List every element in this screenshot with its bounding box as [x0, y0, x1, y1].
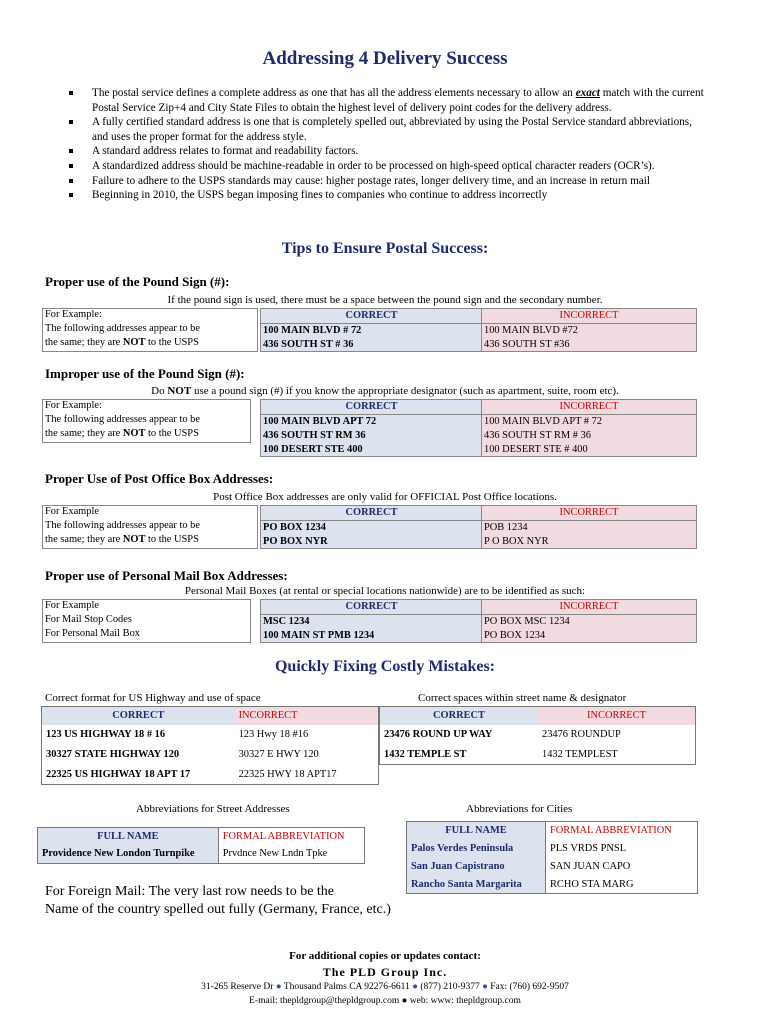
foreign-mail-line: For Foreign Mail: The very last row needs to be the: [45, 884, 335, 899]
incorrect-header: INCORRECT: [559, 507, 619, 518]
pmb-table: [42, 599, 697, 643]
footer-address: 31-265 Reserve Dr: [201, 982, 274, 992]
incorrect-column: [481, 599, 697, 643]
incorrect-column: [481, 308, 697, 352]
highway-table: [41, 706, 379, 785]
bullet-text: match with the current Postal Service Zip+4 and City State Files to obtain the highest level of delivery point codes for the delivery address.: [92, 87, 704, 114]
correct-value: 436 SOUTH ST # 36: [263, 339, 354, 350]
po-box-table: [42, 505, 697, 549]
incorrect-value: POB 1234: [482, 520, 696, 535]
footer-company: The PLD Group Inc.: [322, 965, 448, 979]
incorrect-header: INCORRECT: [559, 601, 619, 612]
pmb-note: Personal Mail Boxes (at rental or special locations nationwide) are to be identified as such:: [184, 585, 586, 597]
example-text: [45, 533, 257, 547]
dot-separator-icon: ●: [482, 982, 488, 992]
foreign-mail-line: Name of the country spelled out fully (Germany, France, etc.): [45, 902, 391, 917]
footer-phone: (877) 210-9377: [420, 982, 480, 992]
bullet-item: A standard address relates to format and readability factors.: [66, 144, 706, 159]
pound-proper-heading: Proper use of the Pound Sign (#):: [45, 274, 230, 289]
correct-header: CORRECT: [345, 401, 398, 412]
example-text: [45, 427, 257, 441]
example-text-part: to the USPS: [145, 428, 199, 439]
not-emphasis: NOT: [122, 534, 146, 545]
full-name-value: San Juan Capistrano: [407, 858, 546, 876]
table-row: [380, 745, 696, 765]
bullet-item: Beginning in 2010, the USPS began imposing fines to companies who continue to address incorrectly: [66, 188, 706, 203]
dot-separator-icon: ●: [401, 996, 408, 1006]
example-text: The following addresses appear to be: [45, 520, 200, 531]
footer-contact: For additional copies or updates contact:: [289, 950, 481, 962]
footer-email[interactable]: E-mail: thepldgroup@thepldgroup.com: [249, 996, 400, 1006]
abbr-value: PLS VRDS PNSL: [550, 843, 627, 854]
table-header-row: [380, 707, 696, 725]
example-text-part: the same; they are: [45, 534, 123, 545]
pound-proper-note: If the pound sign is used, there must be a space between the pound sign and the secondary number.: [167, 294, 603, 306]
pound-improper-note: [0, 385, 770, 397]
not-emphasis: NOT: [122, 337, 146, 348]
pound-improper-table: [42, 399, 697, 457]
incorrect-value: 100 MAIN BLVD APT # 72: [482, 414, 696, 429]
highway-caption: Correct format for US Highway and use of space: [45, 692, 261, 704]
street-abbr-table: [37, 827, 365, 864]
example-text: For Mail Stop Codes: [45, 614, 132, 625]
incorrect-value: 1432 TEMPLEST: [538, 745, 696, 765]
incorrect-column: [481, 505, 697, 549]
correct-value: 436 SOUTH ST RM 36: [263, 430, 366, 441]
example-text: The following addresses appear to be: [45, 323, 200, 334]
incorrect-header: INCORRECT: [559, 401, 619, 412]
abbr-value: SAN JUAN CAPO: [550, 861, 631, 872]
correct-header: CORRECT: [345, 601, 398, 612]
footer-web[interactable]: web: www: thepldgroup.com: [409, 996, 521, 1006]
page-title: Addressing 4 Delivery Success: [262, 48, 508, 69]
table-row: [407, 876, 698, 894]
incorrect-value: 100 MAIN BLVD #72: [482, 323, 696, 338]
correct-column: [260, 599, 482, 643]
correct-value: MSC 1234: [261, 614, 482, 629]
example-label: For Example:: [45, 400, 102, 411]
incorrect-value: 436 SOUTH ST RM # 36: [484, 430, 591, 441]
pound-improper-heading: Improper use of the Pound Sign (#):: [45, 366, 245, 381]
full-name-value: Rancho Santa Margarita: [407, 876, 546, 894]
example-text-part: to the USPS: [145, 337, 199, 348]
incorrect-value: PO BOX 1234: [484, 630, 546, 641]
example-text-part: the same; they are: [45, 337, 123, 348]
full-name-header: FULL NAME: [407, 822, 546, 840]
not-emphasis: NOT: [167, 385, 192, 397]
correct-value: 22325 US HIGHWAY 18 APT 17: [42, 765, 235, 785]
bullet-item: [66, 86, 706, 115]
table-header-row: [42, 707, 379, 725]
example-label: For Example:: [45, 309, 102, 320]
footer-city: Thousand Palms CA 92276-6611: [283, 982, 410, 992]
incorrect-value: 22325 HWY 18 APT17: [235, 765, 379, 785]
correct-header: CORRECT: [345, 310, 398, 321]
table-row: [42, 745, 379, 765]
incorrect-header: INCORRECT: [538, 707, 696, 725]
emphasis-exact: exact: [575, 87, 600, 99]
correct-value: PO BOX 1234: [261, 520, 482, 535]
tips-section-title: Tips to Ensure Postal Success:: [281, 240, 489, 257]
example-text: [45, 336, 257, 350]
correct-value: 123 US HIGHWAY 18 # 16: [42, 725, 235, 745]
table-row: [407, 858, 698, 876]
correct-value: PO BOX NYR: [263, 536, 328, 547]
example-label: For Example: [45, 506, 99, 517]
incorrect-value: 123 Hwy 18 #16: [235, 725, 379, 745]
correct-header: CORRECT: [345, 507, 398, 518]
incorrect-value: 100 DESERT STE # 400: [484, 444, 588, 455]
correct-value: 100 MAIN ST PMB 1234: [263, 630, 375, 641]
dot-separator-icon: ●: [412, 982, 418, 992]
abbr-value: RCHO STA MARG: [550, 878, 634, 890]
incorrect-header: INCORRECT: [235, 707, 379, 725]
correct-value: 30327 STATE HIGHWAY 120: [42, 745, 235, 765]
abbr-value: Prvdnce New Lndn Tpke: [222, 848, 328, 860]
note-text: use a pound sign (#) if you know the appropriate designator (such as apartment, suite, room etc).: [191, 385, 619, 397]
pound-proper-table: [42, 308, 697, 352]
table-row: [407, 840, 698, 858]
footer-fax: Fax: (760) 692-9507: [490, 982, 569, 992]
intro-bullet-list: [66, 86, 706, 203]
city-abbr-table: [406, 821, 698, 894]
incorrect-value: 30327 E HWY 120: [235, 745, 379, 765]
table-row: [42, 765, 379, 785]
footer-web-line: [0, 996, 770, 1006]
table-row: [42, 725, 379, 745]
full-name-value: Palos Verdes Peninsula: [407, 840, 546, 858]
incorrect-header: INCORRECT: [559, 310, 619, 321]
street-abbr-caption: Abbreviations for Street Addresses: [136, 803, 290, 815]
incorrect-value: PO BOX MSC 1234: [482, 614, 696, 629]
correct-value: 100 MAIN BLVD # 72: [261, 323, 482, 338]
po-box-note: Post Office Box addresses are only valid for OFFICIAL Post Office locations.: [213, 491, 557, 503]
example-label: For Example: [45, 600, 99, 611]
correct-value: 1432 TEMPLE ST: [380, 745, 539, 765]
correct-column: [260, 308, 482, 352]
incorrect-value: P O BOX NYR: [484, 536, 549, 547]
correct-value: 100 DESERT STE 400: [263, 444, 363, 455]
bullet-item: Failure to adhere to the USPS standards may cause: higher postage rates, longer delivery time, and an increase in return mail: [66, 174, 706, 189]
incorrect-value: 23476 ROUNDUP: [538, 725, 696, 745]
incorrect-value: 436 SOUTH ST #36: [484, 339, 570, 350]
correct-value: 100 MAIN BLVD APT 72: [261, 414, 482, 429]
table-header-row: [38, 828, 365, 845]
foreign-mail-note: [45, 883, 391, 919]
pmb-heading: Proper use of Personal Mail Box Addresses:: [45, 568, 288, 583]
formal-abbr-header: FORMAL ABBREVIATION: [222, 830, 345, 842]
correct-header: CORRECT: [42, 707, 235, 725]
fixing-section-title: Quickly Fixing Costly Mistakes:: [274, 658, 495, 675]
city-abbr-caption: Abbreviations for Cities: [466, 803, 573, 815]
example-text: The following addresses appear to be: [45, 414, 200, 425]
full-name-header: FULL NAME: [38, 828, 219, 845]
po-box-heading: Proper Use of Post Office Box Addresses:: [45, 471, 274, 486]
correct-column: [260, 505, 482, 549]
table-header-row: [407, 822, 698, 840]
not-emphasis: NOT: [122, 428, 146, 439]
bullet-item: A fully certified standard address is one that is completely spelled out, abbreviated by using the Postal Service standard abbreviations, and uses the proper format for the address style.: [66, 115, 706, 144]
spaces-caption: Correct spaces within street name & designator: [418, 692, 627, 704]
footer-address-line: [0, 982, 770, 992]
table-row: [38, 845, 365, 864]
incorrect-column: [481, 399, 697, 457]
bullet-item: A standardized address should be machine-readable in order to be processed on high-speed optical character readers (OCR’s).: [66, 159, 706, 174]
dot-separator-icon: ●: [275, 982, 282, 992]
note-text: Do: [151, 385, 168, 397]
bullet-text: The postal service defines a complete address as one that has all the address elements necessary to allow an: [92, 87, 576, 99]
example-text: For Personal Mail Box: [45, 628, 140, 639]
formal-abbr-header: FORMAL ABBREVIATION: [550, 825, 672, 837]
full-name-value: Providence New London Turnpike: [38, 845, 219, 864]
example-text-part: to the USPS: [145, 534, 199, 545]
correct-header: CORRECT: [380, 707, 539, 725]
correct-value: 23476 ROUND UP WAY: [380, 725, 539, 745]
table-row: [380, 725, 696, 745]
example-text-part: the same; they are: [45, 428, 123, 439]
spaces-table: [379, 706, 696, 765]
correct-column: [260, 399, 482, 457]
